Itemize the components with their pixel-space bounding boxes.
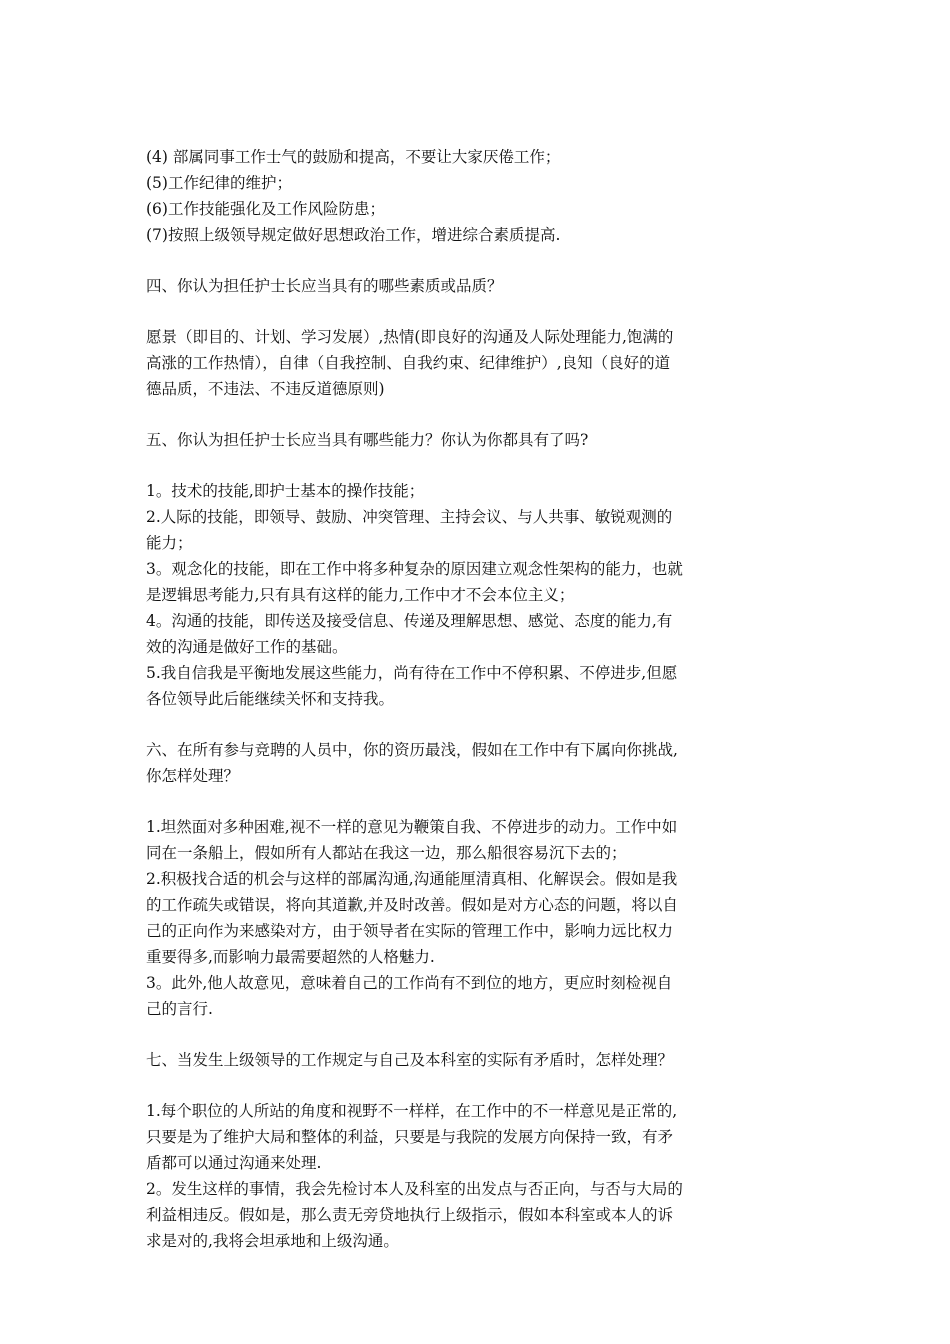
answer-line: 己的言行. [146, 1000, 213, 1018]
answer-line: 2。发生这样的事情，我会先检讨本人及科室的出发点与否正向，与否与大局的 [146, 1180, 683, 1198]
answer-line: 5.我自信我是平衡地发展这些能力，尚有待在工作中不停积累、不停进步,但愿 [146, 664, 678, 682]
answer-line: 1.坦然面对多种困难,视不一样的意见为鞭策自我、不停进步的动力。工作中如 [146, 818, 678, 836]
list-item: (5)工作纪律的维护； [146, 174, 292, 192]
heading-line: 六、在所有参与竞聘的人员中，你的资历最浅，假如在工作中有下属向你挑战, [146, 741, 678, 759]
answer-line: 求是对的,我将会坦承地和上级沟通。 [146, 1232, 399, 1250]
answer-line: 2.积极找合适的机会与这样的部属沟通,沟通能厘清真相、化解误会。假如是我 [146, 870, 678, 888]
answer-line: 利益相违反。假如是，那么责无旁贷地执行上级指示，假如本科室或本人的诉 [146, 1206, 674, 1224]
answer-line: 4。沟通的技能，即传送及接受信息、传递及理解思想、感觉、态度的能力,有 [146, 612, 673, 630]
document-page [146, 144, 811, 1254]
question-5-answer [146, 478, 811, 712]
answer-line: 是逻辑思考能力,只有具有这样的能力,工作中才不会本位主义； [146, 586, 575, 604]
question-5-heading: 五、你认为担任护士长应当具有哪些能力？你认为你都具有了吗? [146, 431, 589, 449]
answer-line: 的工作疏失或错误，将向其道歉,并及时改善。假如是对方心态的问题，将以自 [146, 896, 678, 914]
answer-line: 2.人际的技能，即领导、鼓励、冲突管理、主持会议、与人共事、敏锐观测的 [146, 508, 673, 526]
answer-line: 同在一条船上，假如所有人都站在我这一边，那么船很容易沉下去的； [146, 844, 627, 862]
answer-line: 3。观念化的技能，即在工作中将多种复杂的原因建立观念性架构的能力，也就 [146, 560, 683, 578]
answer-line: 盾都可以通过沟通来处理. [146, 1154, 322, 1172]
question-6-answer [146, 814, 811, 1022]
answer-line: 愿景（即目的、计划、学习发展）,热情(即良好的沟通及人际处理能力,饱满的 [146, 328, 674, 346]
answer-line: 高涨的工作热情），自律（自我控制、自我约束、纪律维护）,良知（良好的道 [146, 354, 671, 372]
answer-line: 1.每个职位的人所站的角度和视野不一样样，在工作中的不一样意见是正常的, [146, 1102, 678, 1120]
answer-line: 各位领导此后能继续关怀和支持我。 [146, 690, 395, 708]
duty-list [146, 144, 811, 248]
answer-line: 重要得多,而影响力最需要超然的人格魅力. [146, 948, 435, 966]
answer-line: 只要是为了维护大局和整体的利益，只要是与我院的发展方向保持一致，有矛 [146, 1128, 674, 1146]
answer-line: 能力； [146, 534, 193, 552]
question-4-heading: 四、你认为担任护士长应当具有的哪些素质或品质？ [146, 277, 503, 295]
question-7-heading: 七、当发生上级领导的工作规定与自己及本科室的实际有矛盾时，怎样处理？ [146, 1051, 674, 1069]
answer-line: 己的正向作为来感染对方，由于领导者在实际的管理工作中，影响力远比权力 [146, 922, 674, 940]
question-7-answer [146, 1098, 811, 1254]
list-item: (4) 部属同事工作士气的鼓励和提高，不要让大家厌倦工作； [146, 148, 561, 166]
list-item: (6)工作技能强化及工作风险防患； [146, 200, 385, 218]
answer-line: 效的沟通是做好工作的基础。 [146, 638, 348, 656]
list-item: (7)按照上级领导规定做好思想政治工作，增进综合素质提高. [146, 226, 561, 244]
answer-line: 德品质，不违法、不违反道德原则) [146, 380, 385, 398]
answer-line: 1。技术的技能,即护士基本的操作技能； [146, 482, 425, 500]
heading-line: 你怎样处理？ [146, 767, 240, 785]
question-6-heading [146, 737, 811, 789]
answer-line: 3。此外,他人故意见，意味着自己的工作尚有不到位的地方，更应时刻检视自 [146, 974, 673, 992]
question-4-answer [146, 324, 811, 402]
